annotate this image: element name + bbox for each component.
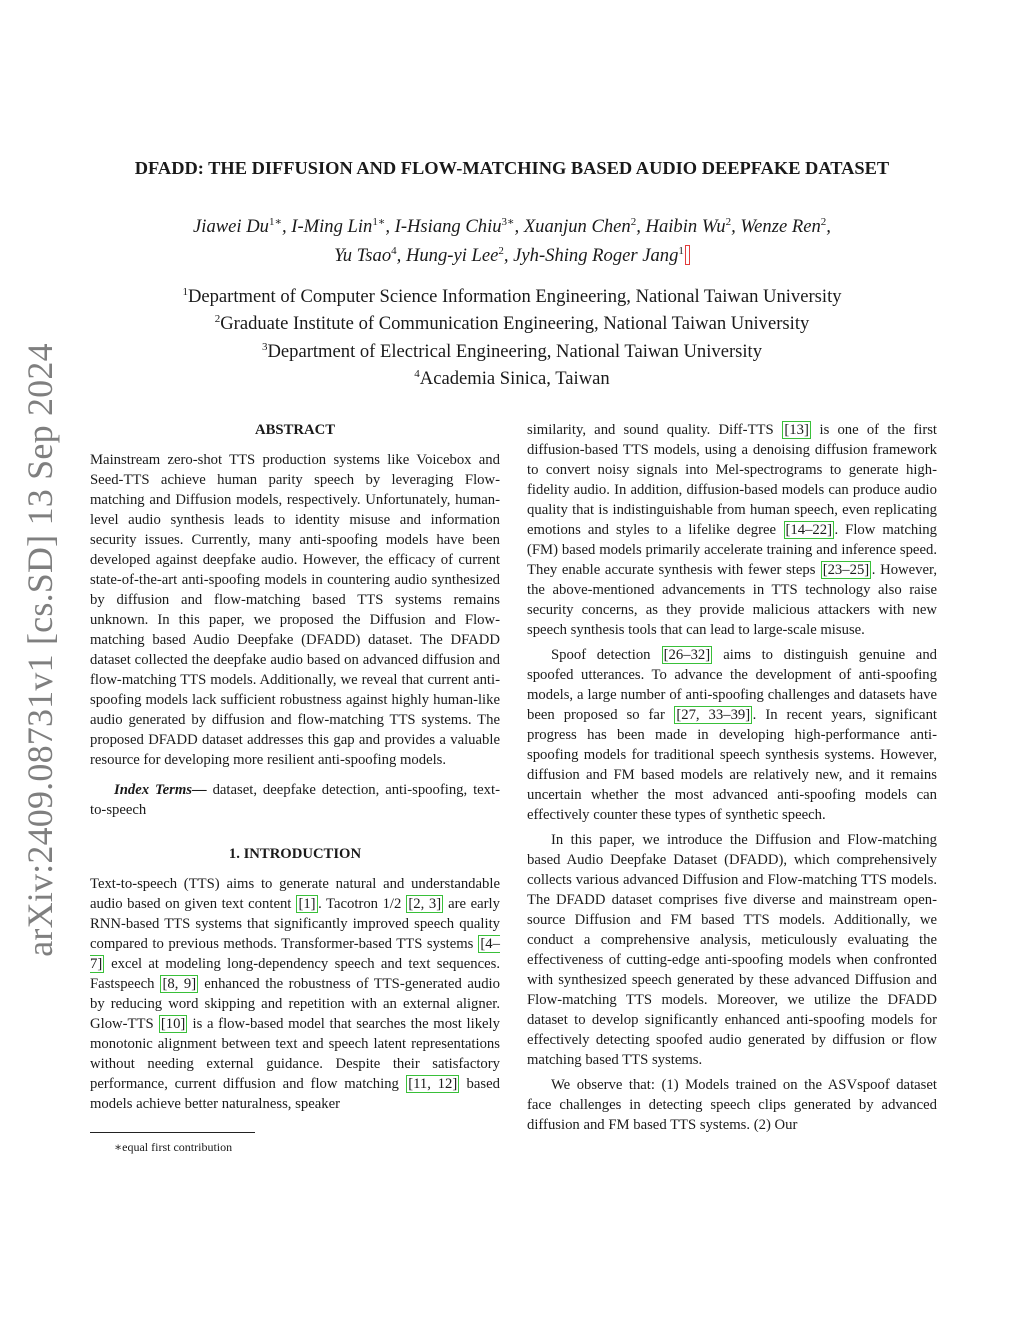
footnote: ∗equal first contribution xyxy=(114,1140,233,1154)
author-name: Hung-yi Lee xyxy=(405,245,499,267)
author-superscript: 3∗ xyxy=(501,216,515,228)
author-superscript: 4 xyxy=(391,245,397,258)
text-run: . Tacotron 1/2 xyxy=(318,896,406,912)
text-run: . Flow matching (FM) based models primarily accelerate training and inference speed. They enable accurate synthesis with fewer steps xyxy=(527,522,937,578)
author-separator: , xyxy=(731,216,741,238)
author-list xyxy=(0,210,1024,268)
affiliation-superscript: 2 xyxy=(214,313,221,326)
author-name: Xuanjun Chen xyxy=(523,216,631,238)
affiliation-line xyxy=(0,336,1024,363)
abstract-text: Mainstream zero-shot TTS production systems like Voicebox and Seed-TTS achieve human parity speech by leveraging Flow-matching and Diffusion models, respectively. Unfortunately, human-level audio synthesis leads to identity misuse and information security issues. Currently, many anti-spoofing models have been developed against deepfake audio. However, the efficacy of current state-of-the-art anti-spoofing models in countering audio synthesized by diffusion and flow-matching based TTS systems remains unknown. In this paper, we proposed the Diffusion and Flow-matching based Audio Deepfake (DFADD) dataset. The DFADD dataset collected the deepfake audio based on advanced diffusion and flow-matching TTS models. Additionally, we reveal that current anti-spoofing models lack sufficient robustness against highly human-like audio generated by diffusion and flow-matching TTS systems. The proposed DFADD dataset addresses this gap and provides a valuable resource for developing more resilient anti-spoofing models. xyxy=(90,452,500,768)
text-run: based models achieve better naturalness, speaker xyxy=(90,1076,500,1112)
introduction-heading: 1. INTRODUCTION xyxy=(228,846,362,862)
author-separator: , xyxy=(826,216,831,238)
author-superscript: 1∗ xyxy=(372,216,386,228)
body-paragraph xyxy=(527,645,937,825)
text-run: Text-to-speech (TTS) aims to generate natural and understandable audio based on given text content xyxy=(90,876,500,912)
left-column xyxy=(90,420,500,1157)
text-run: is one of the first diffusion-based TTS models, using a denoising diffusion framework to convert noisy signals into Mel-spectrograms to generate high-fidelity audio. In addition, diffusion-based models can produce audio quality that is indistinguishable from human speech, even replicating emotions and styles to a lifelike degree xyxy=(527,422,938,538)
text-run: We observe that: (1) Models trained on the ASVspoof dataset face challenges in detecting speech clips generated by advanced diffusion and FM based TTS systems. (2) Our xyxy=(527,1077,937,1133)
author-superscript: 1∗ xyxy=(268,216,282,228)
author-separator: , xyxy=(503,245,514,267)
affiliation-text: Academia Sinica, Taiwan xyxy=(419,368,610,390)
text-run: Spoof detection xyxy=(551,647,662,663)
text-run: enhanced the robustness of TTS-generated audio by reducing word skipping and repetition with an external aligner. Glow-TTS xyxy=(90,976,500,1032)
citation-link: [2, 3] xyxy=(408,896,442,912)
author-superscript: 2 xyxy=(725,216,732,228)
author-superscript: 2 xyxy=(630,216,637,228)
author-line-1 xyxy=(0,210,1024,239)
text-run: is a flow-based model that searches the most likely monotonic alignment between text and speech latent representations without needing external guidance. Despite their satisfactory performance, current diffusion and flow matching xyxy=(90,1016,500,1092)
arxiv-id-text: arXiv:2409.08731v1 [cs.SD] 13 Sep 2024 xyxy=(20,343,60,957)
affiliation-text: Department of Computer Science Information Engineering, National Taiwan University xyxy=(187,286,842,308)
affiliation-line xyxy=(0,281,1024,308)
citation-link: [11, 12] xyxy=(408,1076,458,1092)
affiliation-text: Department of Electrical Engineering, National Taiwan University xyxy=(267,341,763,363)
author-separator: , xyxy=(396,245,406,267)
body-paragraph xyxy=(527,420,937,640)
author-separator: , xyxy=(281,216,292,238)
footnote-link-box xyxy=(685,245,690,265)
index-terms-text: dataset, deepfake detection, anti-spoofing, text-to-speech xyxy=(90,782,500,818)
abstract-heading: ABSTRACT xyxy=(255,422,335,438)
text-run: In this paper, we introduce the Diffusion and Flow-matching based Audio Deepfake Dataset (DFADD), which comprehensively collects various advanced Diffusion and Flow-matching TTS models. The DFADD dataset comprises five diverse and mainstream open-source Diffusion and FM based TTS models. Additionally, we conduct a comprehensive analysis, meticulously evaluating the effectiveness of cutting-edge anti-spoofing models when confronted with synthesized speech generated by these advanced Diffusion and Flow-matching TTS models. Moreover, we utilize the DFADD dataset to develop significantly enhanced anti-spoofing models for effectively detecting spoofed audio generated by diffusion or flow matching based TTS systems. xyxy=(527,832,937,1068)
author-superscript: 2 xyxy=(498,245,504,258)
author-line-2 xyxy=(0,239,1024,268)
right-column xyxy=(527,420,937,1135)
citation-link: [8, 9] xyxy=(162,976,197,992)
author-name: Jyh-Shing Roger Jang xyxy=(513,245,679,267)
index-terms-label: Index Terms— xyxy=(114,782,207,798)
citation-link: [23–25] xyxy=(822,562,870,578)
citation-link: [26–32] xyxy=(663,647,711,663)
citation-link: [14–22] xyxy=(785,522,833,538)
index-terms xyxy=(90,780,500,820)
arxiv-identifier xyxy=(0,343,80,957)
text-run: are early RNN-based TTS systems that significantly improved speech quality compared to previous methods. Transformer-based TTS systems xyxy=(90,896,500,952)
body-paragraph xyxy=(527,1075,937,1135)
paper-title: DFADD: THE DIFFUSION AND FLOW-MATCHING BASED AUDIO DEEPFAKE DATASET xyxy=(134,158,890,178)
author-separator: , xyxy=(636,216,646,238)
author-superscript: 2 xyxy=(820,216,827,228)
affiliations xyxy=(0,281,1024,391)
author-name: Haibin Wu xyxy=(645,216,726,238)
body-paragraph xyxy=(527,830,937,1070)
affiliation-line xyxy=(0,363,1024,390)
author-name: Wenze Ren xyxy=(740,216,821,238)
citation-link: [10] xyxy=(160,1016,186,1032)
text-run: . In recent years, significant progress has been made in developing high-performance anti-spoofing models for traditional speech synthesis systems. However, diffusion and FM based models are relatively new, and it remains uncertain whether the most advanced anti-spoofing models can effectively counter these types of synthetic speech. xyxy=(527,707,937,823)
citation-link: [1] xyxy=(298,896,316,912)
affiliation-text: Graduate Institute of Communication Engineering, National Taiwan University xyxy=(220,313,810,335)
footnote-rule xyxy=(90,1132,255,1133)
author-separator: , xyxy=(385,216,395,238)
citation-link: [4–7] xyxy=(90,936,500,972)
author-name: I-Ming Lin xyxy=(291,216,373,238)
affiliation-superscript: 1 xyxy=(182,286,188,298)
citation-link: [27, 33–39] xyxy=(676,707,751,723)
citation-link: [13] xyxy=(784,422,809,438)
affiliation-superscript: 3 xyxy=(261,340,268,353)
affiliation-line xyxy=(0,308,1024,335)
author-superscript: 1 xyxy=(678,245,684,258)
author-separator: , xyxy=(514,216,524,238)
author-name: Yu Tsao xyxy=(334,245,392,267)
introduction-paragraph xyxy=(90,874,500,1114)
author-name: Jiawei Du xyxy=(193,216,269,238)
affiliation-superscript: 4 xyxy=(414,368,420,381)
text-run: excel at modeling long-dependency speech and text sequences. Fastspeech xyxy=(90,956,500,992)
author-name: I-Hsiang Chiu xyxy=(394,216,502,238)
text-run: . However, the above-mentioned advancements in TTS technology also raise security concerns, as they provide malicious attackers with new speech synthesis tools that can lead to large-scale misuse. xyxy=(527,562,938,638)
text-run: aims to distinguish genuine and spoofed utterances. To advance the development of anti-spoofing models, a large number of anti-spoofing challenges and datasets have been proposed so far xyxy=(527,647,938,723)
text-run: similarity, and sound quality. Diff-TTS xyxy=(527,422,782,438)
